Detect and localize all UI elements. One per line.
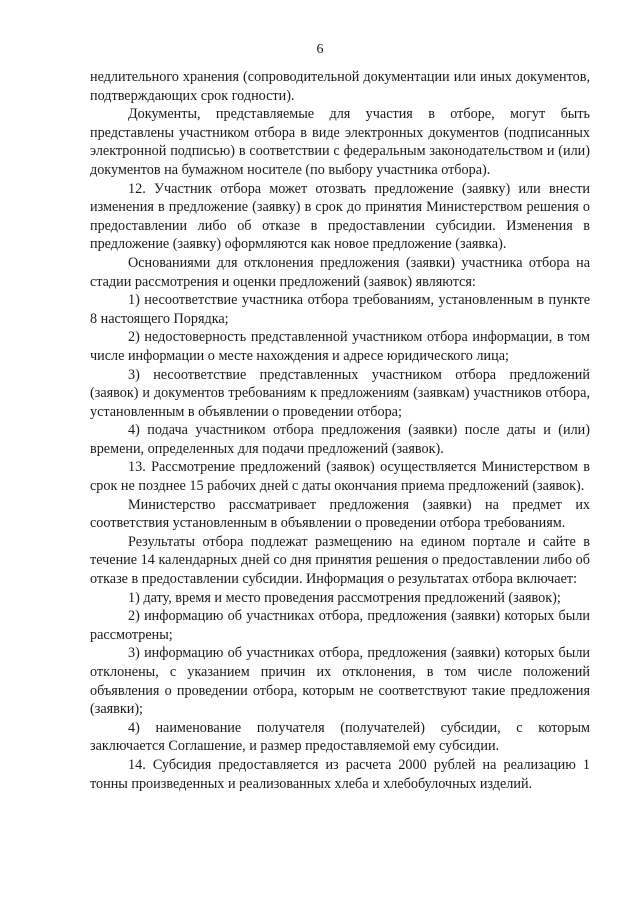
- paragraph-ministry-review: Министерство рассматривает предложения (заявки) на предмет их соответствия установленным в объявлении о проведении отбора требованиям.: [90, 496, 590, 532]
- list-item-results-4: 4) наименование получателя (получателей) субсидии, с которым заключается Соглашение, и размер предоставляемой ему субсидии.: [90, 719, 590, 755]
- list-item-rejection-1: 1) несоответствие участника отбора требованиям, установленным в пункте 8 настоящего Порядка;: [90, 292, 590, 327]
- paragraph-continuation: недлительного хранения (сопроводительной документации или иных документов, подтверждающих срок годности).: [90, 69, 590, 104]
- paragraph-documents: Документы, представляемые для участия в отборе, могут быть представлены участником отбора в виде электронных документов (подписанных электронной подписью) в соответствии с федеральным законодательством и (или) документов на бумажном носителе (по выбору участника отбора).: [90, 106, 590, 178]
- paragraph-clause-12: 12. Участник отбора может отозвать предложение (заявку) или внести изменения в предложение (заявку) в срок до принятия Министерством решения о предоставлении либо об отказе в предоставлении субсидии. Изменения в предложение (заявку) оформляются как новое предложение (заявка).: [90, 180, 590, 253]
- paragraph-clause-13: 13. Рассмотрение предложений (заявок) осуществляется Министерством в срок не позднее 15 рабочих дней с даты окончания приема предложений (заявок).: [90, 459, 590, 495]
- list-item-results-1: 1) дату, время и место проведения рассмотрения предложений (заявок);: [128, 589, 561, 606]
- list-item-rejection-3: 3) несоответствие представленных участником отбора предложений (заявок) и документов требованиям к предложениям (заявкам) участников отбора, установленным в объявлении о проведении отбора;: [90, 366, 590, 420]
- list-item-rejection-2: 2) недостоверность представленной участником отбора информации, в том числе информации о месте нахождения и адресе юридического лица;: [90, 329, 590, 364]
- paragraph-clause-14: 14. Субсидия предоставляется из расчета 2000 рублей на реализацию 1 тонны произведенных и реализованных хлеба и хлебобулочных изделий.: [90, 756, 590, 792]
- document-body: [90, 68, 590, 793]
- list-item-results-3: 3) информацию об участниках отбора, предложения (заявки) которых были отклонены, с указанием причин их отклонения, в том числе положений объявления о проведении отбора, которым не соответствуют такие предложения (заявки);: [90, 645, 590, 718]
- list-item-rejection-4: 4) подача участником отбора предложения (заявки) после даты и (или) времени, определенных для подачи предложений (заявок).: [90, 422, 590, 457]
- page-number: 6: [316, 42, 324, 57]
- list-item-results-2: 2) информацию об участниках отбора, предложения (заявки) которых были рассмотрены;: [90, 608, 590, 643]
- paragraph-results: Результаты отбора подлежат размещению на едином портале и сайте в течение 14 календарных дней со дня принятия решения о предоставлении либо об отказе в предоставлении субсидии. Информация о результатах отбора включает:: [90, 533, 590, 588]
- paragraph-rejection-grounds: Основаниями для отклонения предложения (заявки) участника отбора на стадии рассмотрения и оценки предложений (заявок) являются:: [90, 254, 590, 290]
